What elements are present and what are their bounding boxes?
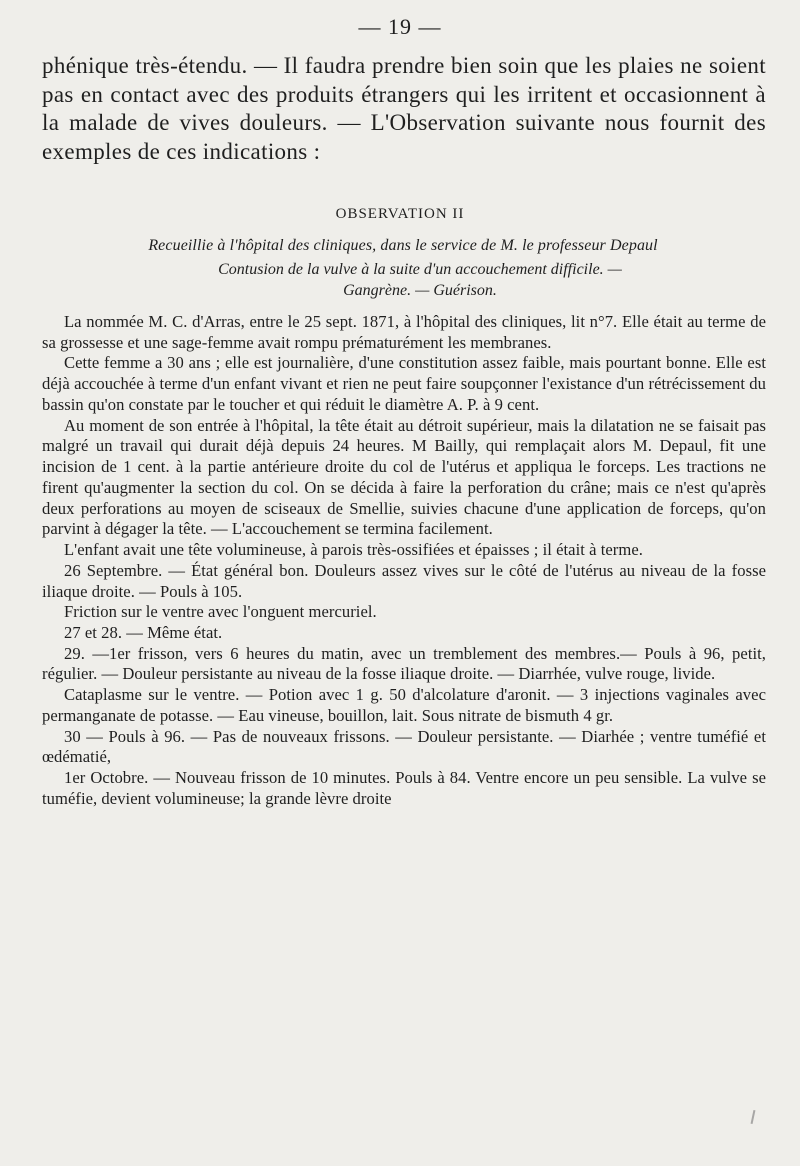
body-paragraph: 29. —1er frisson, vers 6 heures du matin, avec un tremblement des membres.— Pouls à 96, petit, régulier. — Douleur persistante au niveau de la fosse iliaque droite. — Diarrhée, vulve rouge, livide. [42,643,766,684]
body-paragraph: 30 — Pouls à 96. — Pas de nouveaux frissons. — Douleur persistante. — Diarhée ; ventre tuméfié et œdématié, [42,726,766,767]
page-number: — 19 — [358,14,442,39]
body-paragraph: Au moment de son entrée à l'hôpital, la tête était au détroit supérieur, mais la dilatation ne se faisait pas malgré un travail qui durait déjà depuis 24 heures. M Bailly, qui remplaçait alors M. Depaul, fit une incision de 1 cent. à la partie antérieure droite du col de l'utérus et appliqua le forceps. Les tractions ne firent qu'augmenter la section du col. On se décida à faire la perforation du crâne; mais ce n'est qu'après deux perforations au moyen de sciseaux de Smellie, suivies chacune d'une application de forceps, qu'on parvint à dégager la tête. — L'accouchement se termina facilement. [42,415,766,539]
observation-subject-line-2: Gangrène. — Guérison. [343,281,497,299]
observation-body [42,312,766,810]
observation-heading: OBSERVATION II [335,206,465,222]
observation-subject-line-1: Contusion de la vulve à la suite d'un accouchement difficile. — [218,261,622,278]
body-paragraph: La nommée M. C. d'Arras, entre le 25 sept. 1871, à l'hôpital des cliniques, lit n°7. Elle était au terme de sa grossesse et une sage-femme avait rompu prématurément les membranes. [42,312,766,352]
observation-source: Recueillie à l'hôpital des cliniques, dans le service de M. le professeur Depaul [148,237,658,254]
body-paragraph: Cette femme a 30 ans ; elle est journalière, d'une constitution assez faible, mais pourtant bonne. Elle est déjà accouchée à terme d'un enfant vivant et rien ne peut faire soupçonner l'existance d'un rétrécissement du bassin qu'on constate par le toucher et qui réduit le diamètre A. P. à 9 cent. [42,353,766,414]
body-paragraph: Cataplasme sur le ventre. — Potion avec 1 g. 50 d'alcolature d'aronit. — 3 injections vaginales avec permanganate de potasse. — Eau vineuse, bouillon, lait. Sous nitrate de bismuth 4 gr. [42,685,766,725]
body-paragraph: 27 et 28. — Même état. [64,623,223,643]
body-paragraph: 26 Septembre. — État général bon. Douleurs assez vives sur le côté de l'utérus au niveau de la fosse iliaque droite. — Pouls à 105. [42,560,766,601]
body-paragraph: Friction sur le ventre avec l'onguent mercuriel. [64,602,377,622]
observation-subject [160,260,680,302]
body-paragraph: 1er Octobre. — Nouveau frisson de 10 minutes. Pouls à 84. Ventre encore un peu sensible. La vulve se tuméfie, devient volumineuse; la grande lèvre droite [42,768,766,808]
body-paragraph: L'enfant avait une tête volumineuse, à parois très-ossifiées et épaisses ; il était à terme. [64,540,643,560]
stray-ink-mark [751,1110,756,1124]
intro-paragraph: phénique très-étendu. — Il faudra prendre bien soin que les plaies ne soient pas en contact avec des produits étrangers qui les irritent et occasionnent à la malade de vives douleurs. — L'Observation suivante nous fournit des exemples de ces indications : [42,53,766,164]
intro-paragraph-block [42,52,766,166]
